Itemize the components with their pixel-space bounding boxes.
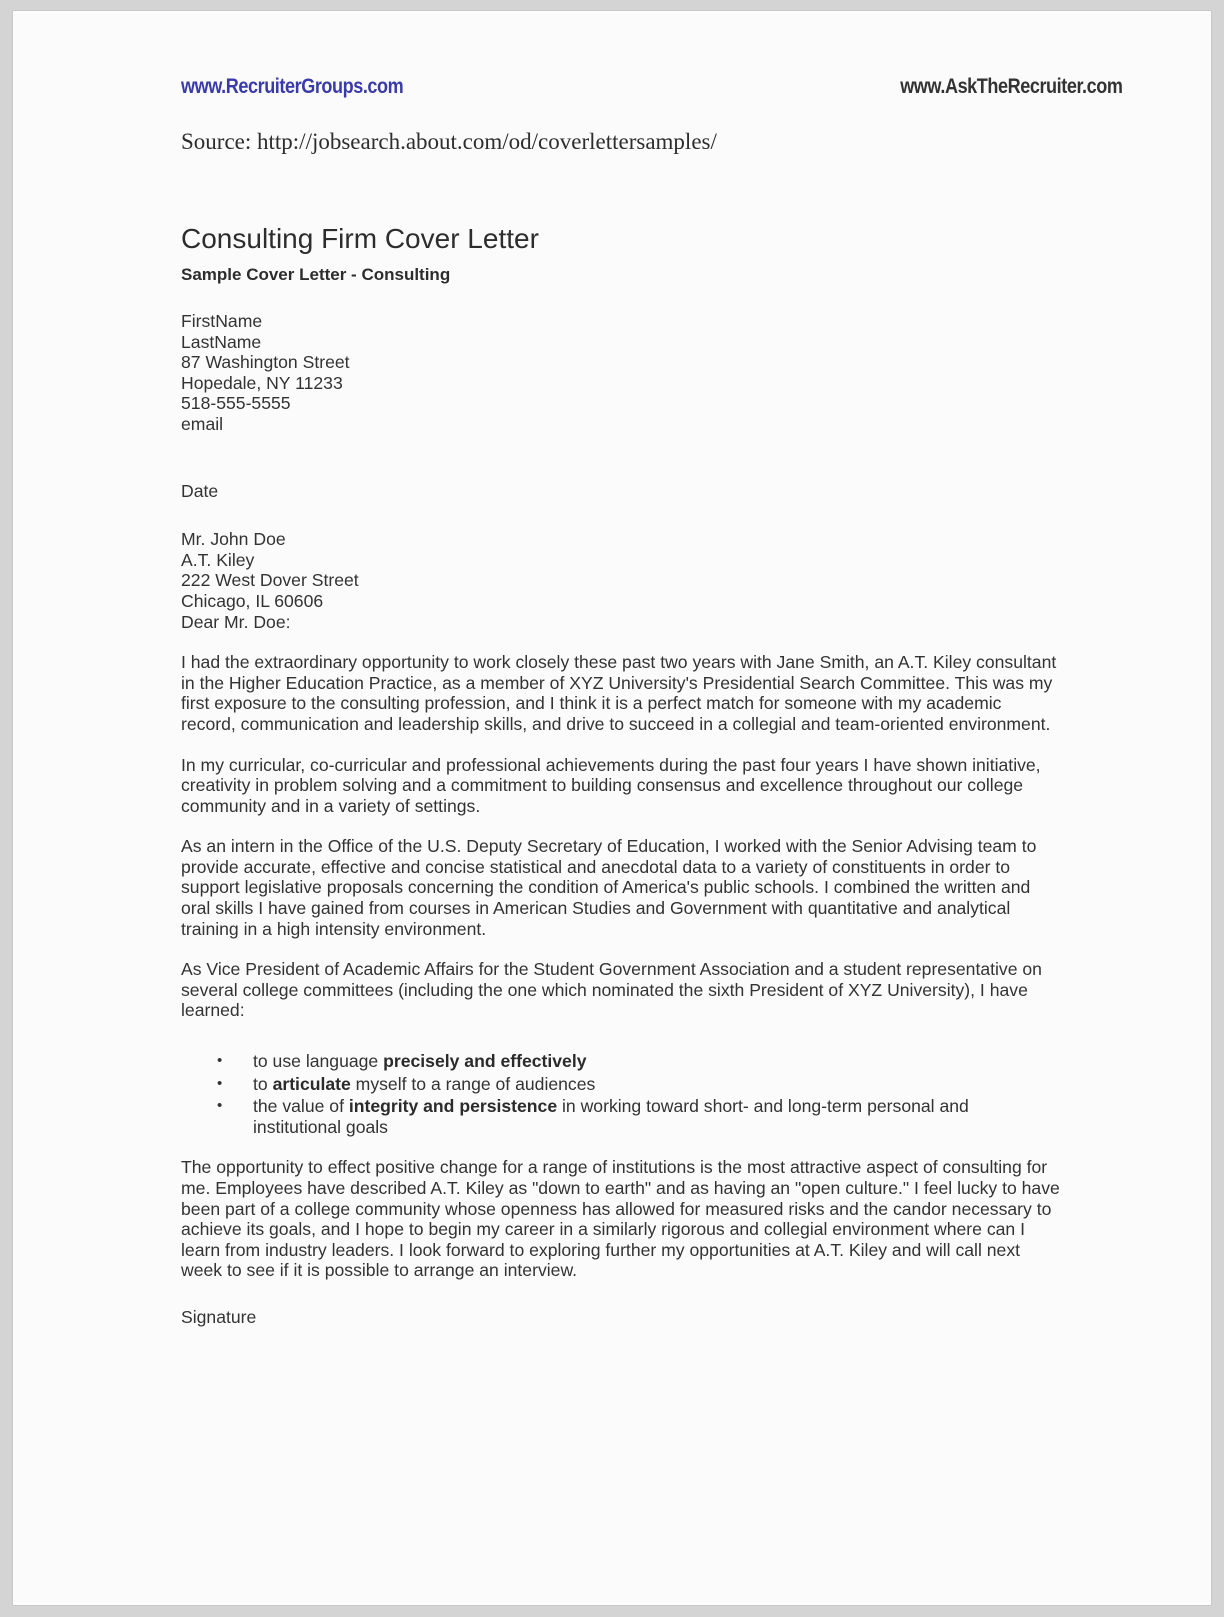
list-item bbox=[181, 1051, 1061, 1072]
date-text: Date bbox=[181, 480, 219, 501]
sender-line: LastName bbox=[181, 331, 262, 352]
sender-line: Hopedale, NY 11233 bbox=[181, 372, 343, 393]
list-item bbox=[181, 1074, 1061, 1095]
asktherecruiter-link[interactable]: www.AskTheRecruiter.com bbox=[899, 75, 1122, 98]
signature-line: Signature bbox=[181, 1306, 257, 1327]
sender-line: FirstName bbox=[181, 311, 263, 331]
bullet-icon: • bbox=[217, 1074, 223, 1092]
list-item-text: to bbox=[253, 1073, 273, 1094]
sender-line: 518-555-5555 bbox=[181, 393, 291, 414]
sender-line: 87 Washington Street bbox=[181, 352, 350, 373]
sender-address bbox=[181, 311, 1061, 435]
document-title: Consulting Firm Cover Letter bbox=[181, 223, 539, 254]
recipient-line: Chicago, IL 60606 bbox=[181, 590, 324, 611]
learned-list bbox=[181, 1051, 1061, 1137]
list-item-text: myself to a range of audiences bbox=[350, 1073, 596, 1094]
paragraph: In my curricular, co-curricular and professional achievements during the past four years I have shown initiative, creativity in problem solving and a commitment to building consensus and excellence throughout our college community and in a variety of settings. bbox=[181, 754, 1041, 816]
closing-paragraph: The opportunity to effect positive change for a range of institutions is the most attractive aspect of consulting for me. Employees have described A.T. Kiley as "down to earth" and as having an "open culture." I feel lucky to have been part of a college community whose openness has allowed for measured risks and the candor necessary to achieve its goals, and I hope to begin my career in a similarly rigorous and collegial environment where can I learn from industry leaders. I look forward to exploring further my opportunities at A.T. Kiley and will call next week to see if it is possible to arrange an interview. bbox=[181, 1157, 1060, 1281]
date-line bbox=[181, 481, 1061, 502]
list-item-emphasis: integrity and persistence bbox=[348, 1096, 558, 1117]
bullet-icon: • bbox=[217, 1052, 223, 1070]
list-item bbox=[181, 1096, 1061, 1137]
recipient-line: Mr. John Doe bbox=[181, 529, 286, 550]
salutation: Dear Mr. Doe: bbox=[181, 611, 291, 632]
letter-body bbox=[181, 223, 1061, 1328]
list-item-text: to use language bbox=[253, 1051, 384, 1072]
source-line: Source: http://jobsearch.about.com/od/coverlettersamples/ bbox=[181, 129, 717, 154]
sender-line: email bbox=[181, 413, 224, 434]
list-item-emphasis: articulate bbox=[272, 1073, 351, 1094]
bullet-icon: • bbox=[217, 1097, 223, 1115]
recipient-address bbox=[181, 529, 1061, 632]
list-item-text: in working toward short- and long-term personal and institutional goals bbox=[253, 1096, 969, 1137]
paragraph: I had the extraordinary opportunity to work closely these past two years with Jane Smith, an A.T. Kiley consultant in the Higher Education Practice, as a member of XYZ University's Presidential Search Committee. This was my first exposure to the consulting profession, and I think it is a perfect match for someone with my academic record, communication and leadership skills, and drive to succeed in a collegial and team-oriented environment. bbox=[181, 652, 1057, 734]
list-item-emphasis: precisely and effectively bbox=[383, 1051, 587, 1072]
document-subtitle: Sample Cover Letter - Consulting bbox=[181, 265, 451, 284]
recipient-line: 222 West Dover Street bbox=[181, 570, 359, 591]
list-item-text: the value of bbox=[253, 1096, 349, 1117]
document-page bbox=[12, 10, 1212, 1606]
paragraph: As an intern in the Office of the U.S. Deputy Secretary of Education, I worked with the Senior Advising team to provide accurate, effective and concise statistical and anecdotal data to a variety of constituents in order to support legislative proposals concerning the condition of America's public schools. I combined the written and oral skills I have gained from courses in American Studies and Government with quantitative and analytical training in a high intensity environment. bbox=[181, 836, 1037, 939]
paragraph: As Vice President of Academic Affairs for the Student Government Association and a student representative on several college committees (including the one which nominated the sixth President of XYZ University), I have learned: bbox=[181, 959, 1042, 1021]
recruitergroups-link[interactable]: www.RecruiterGroups.com bbox=[181, 75, 404, 98]
recipient-line: A.T. Kiley bbox=[181, 549, 255, 570]
